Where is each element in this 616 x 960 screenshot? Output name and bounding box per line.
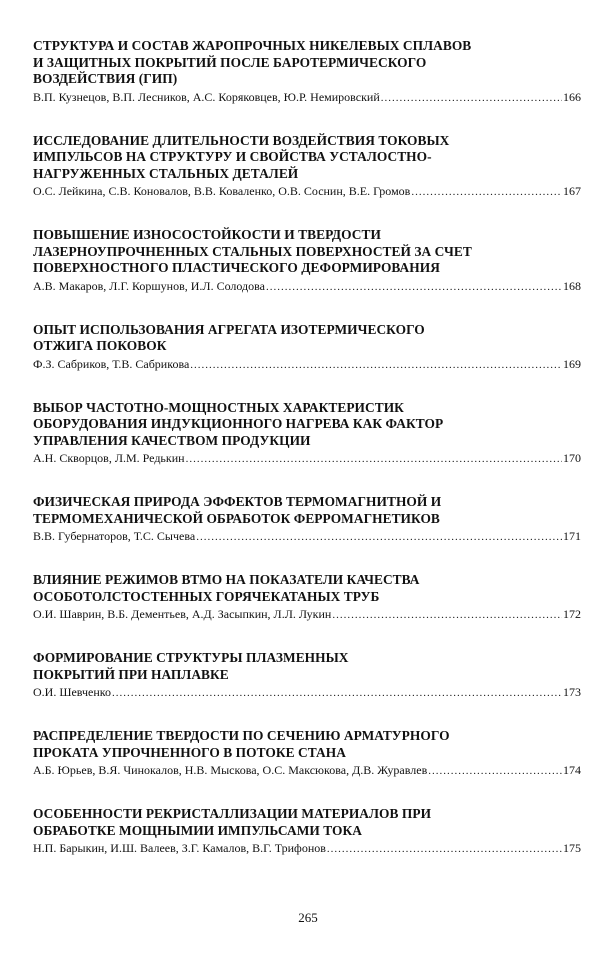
dot-leader bbox=[332, 607, 562, 623]
entry-title-line: СТРУКТУРА И СОСТАВ ЖАРОПРОЧНЫХ НИКЕЛЕВЫХ СПЛАВОВ bbox=[33, 38, 472, 53]
entry-title-line: ОБОРУДОВАНИЯ ИНДУКЦИОННОГО НАГРЕВА КАК ФАКТОР bbox=[33, 416, 444, 431]
entry-title bbox=[33, 322, 581, 355]
entry-authors-row bbox=[33, 840, 581, 857]
entry-title-line: ТЕРМОМЕХАНИЧЕСКОЙ ОБРАБОТОК ФЕРРОМАГНЕТИКОВ bbox=[33, 510, 440, 526]
entry-page-number: 166 bbox=[563, 89, 581, 104]
entry-title-line: ИМПУЛЬСОВ НА СТРУКТУРУ И СВОЙСТВА УСТАЛОСТНО- bbox=[33, 149, 432, 164]
entry-title-line: РАСПРЕДЕЛЕНИЕ ТВЕРДОСТИ ПО СЕЧЕНИЮ АРМАТУРНОГО bbox=[33, 728, 450, 743]
entry-title-line: ИССЛЕДОВАНИЕ ДЛИТЕЛЬНОСТИ ВОЗДЕЙСТВИЯ ТОКОВЫХ bbox=[33, 132, 450, 148]
entry-page-number: 175 bbox=[563, 841, 581, 855]
toc-entry bbox=[33, 227, 581, 295]
toc-entry bbox=[33, 650, 581, 701]
entry-authors-row bbox=[33, 89, 581, 106]
toc-entry bbox=[33, 494, 581, 545]
entry-title-line: ОСОБЕННОСТИ РЕКРИСТАЛЛИЗАЦИИ МАТЕРИАЛОВ ПРИ bbox=[33, 806, 432, 821]
entry-title bbox=[33, 494, 581, 527]
entry-authors: О.И. Шаврин, В.Б. Дементьев, А.Д. Засыпкин, Л.Л. Лукин bbox=[33, 607, 332, 621]
entry-title-line: ОПЫТ ИСПОЛЬЗОВАНИЯ АГРЕГАТА ИЗОТЕРМИЧЕСКОГО bbox=[33, 321, 425, 337]
entry-authors-row bbox=[33, 450, 581, 467]
entry-page-number: 172 bbox=[563, 607, 581, 621]
entry-title-line: УПРАВЛЕНИЯ КАЧЕСТВОМ ПРОДУКЦИИ bbox=[33, 432, 311, 448]
entry-title-line: ФИЗИЧЕСКАЯ ПРИРОДА ЭФФЕКТОВ ТЕРМОМАГНИТНОЙ И bbox=[33, 494, 442, 509]
entry-page-number: 173 bbox=[563, 685, 581, 699]
dot-leader bbox=[266, 279, 562, 295]
toc-entry bbox=[33, 322, 581, 373]
entry-title-line: ВЫБОР ЧАСТОТНО-МОЩНОСТНЫХ ХАРАКТЕРИСТИК bbox=[33, 399, 404, 415]
entry-authors: Н.П. Барыкин, И.Ш. Валеев, З.Г. Камалов, В.Г. Трифонов bbox=[33, 841, 326, 855]
dot-leader bbox=[381, 90, 562, 106]
dot-leader bbox=[112, 685, 562, 701]
entry-title-line: ОБРАБОТКЕ МОЩНЫМИИ ИМПУЛЬСАМИ ТОКА bbox=[33, 822, 362, 838]
entry-title-line: ФОРМИРОВАНИЕ СТРУКТУРЫ ПЛАЗМЕННЫХ bbox=[33, 650, 349, 665]
entry-title bbox=[33, 806, 581, 839]
entry-authors: А.В. Макаров, Л.Г. Коршунов, И.Л. Солодова bbox=[33, 278, 265, 293]
entry-title-line: ВОЗДЕЙСТВИЯ (ГИП) bbox=[33, 71, 178, 86]
entry-page-number: 167 bbox=[563, 184, 581, 198]
entry-title-line: ПОКРЫТИЙ ПРИ НАПЛАВКЕ bbox=[33, 666, 229, 682]
entry-authors-row bbox=[33, 528, 581, 545]
entry-title-line: ЛАЗЕРНОУПРОЧНЕННЫХ СТАЛЬНЫХ ПОВЕРХНОСТЕЙ ЗА СЧЕТ bbox=[33, 243, 472, 259]
entry-authors-row bbox=[33, 762, 581, 779]
entry-authors-row bbox=[33, 278, 581, 295]
entry-page-number: 174 bbox=[563, 763, 581, 777]
entry-title-line: ОСОБОТОЛСТОСТЕННЫХ ГОРЯЧЕКАТАНЫХ ТРУБ bbox=[33, 588, 380, 604]
entry-page-number: 170 bbox=[563, 451, 581, 465]
page-number: 265 bbox=[298, 910, 318, 925]
toc-entry bbox=[33, 133, 581, 201]
table-of-contents bbox=[33, 38, 581, 884]
toc-entry bbox=[33, 806, 581, 857]
entry-authors-row bbox=[33, 684, 581, 701]
entry-title bbox=[33, 38, 581, 88]
entry-authors: Ф.З. Сабриков, Т.В. Сабрикова bbox=[33, 356, 190, 371]
dot-leader bbox=[186, 451, 562, 467]
entry-authors: А.Н. Скворцов, Л.М. Редькин bbox=[33, 451, 185, 465]
entry-title-line: ОТЖИГА ПОКОВОК bbox=[33, 338, 167, 353]
entry-authors: В.В. Губернаторов, Т.С. Сычева bbox=[33, 529, 196, 543]
entry-title bbox=[33, 572, 581, 605]
entry-authors: А.Б. Юрьев, В.Я. Чинокалов, Н.В. Мыскова, О.С. Максюкова, Д.В. Журавлев bbox=[33, 763, 428, 777]
entry-authors: В.П. Кузнецов, В.П. Лесников, А.С. Коряковцев, Ю.Р. Немировский bbox=[33, 89, 380, 104]
toc-entry bbox=[33, 38, 581, 106]
toc-entry bbox=[33, 572, 581, 623]
entry-title bbox=[33, 728, 581, 761]
entry-title-line: ПОВЕРХНОСТНОГО ПЛАСТИЧЕСКОГО ДЕФОРМИРОВАНИЯ bbox=[33, 260, 440, 275]
entry-page-number: 171 bbox=[563, 529, 581, 543]
entry-title-line: ПОВЫШЕНИЕ ИЗНОСОСТОЙКОСТИ И ТВЕРДОСТИ bbox=[33, 227, 381, 242]
entry-title-line: ВЛИЯНИЕ РЕЖИМОВ ВТМО НА ПОКАЗАТЕЛИ КАЧЕСТВА bbox=[33, 572, 420, 587]
dot-leader bbox=[196, 529, 562, 545]
entry-title-line: НАГРУЖЕННЫХ СТАЛЬНЫХ ДЕТАЛЕЙ bbox=[33, 165, 299, 181]
dot-leader bbox=[411, 184, 562, 200]
entry-authors-row bbox=[33, 356, 581, 373]
entry-title bbox=[33, 133, 581, 183]
dot-leader bbox=[190, 357, 562, 373]
entry-page-number: 169 bbox=[563, 356, 581, 371]
entry-authors: О.С. Лейкина, С.В. Коновалов, В.В. Коваленко, О.В. Соснин, В.Е. Громов bbox=[33, 184, 411, 198]
entry-title-line: ПРОКАТА УПРОЧНЕННОГО В ПОТОКЕ СТАНА bbox=[33, 744, 346, 760]
entry-title bbox=[33, 227, 581, 277]
dot-leader bbox=[327, 841, 562, 857]
entry-authors: О.И. Шевченко bbox=[33, 685, 111, 699]
entry-page-number: 168 bbox=[563, 278, 581, 293]
entry-title bbox=[33, 400, 581, 450]
entry-authors-row bbox=[33, 183, 581, 200]
toc-entry bbox=[33, 400, 581, 468]
toc-entry bbox=[33, 728, 581, 779]
entry-title-line: И ЗАЩИТНЫХ ПОКРЫТИЙ ПОСЛЕ БАРОТЕРМИЧЕСКОГО bbox=[33, 54, 427, 70]
dot-leader bbox=[428, 763, 562, 779]
entry-title bbox=[33, 650, 581, 683]
entry-authors-row bbox=[33, 606, 581, 623]
